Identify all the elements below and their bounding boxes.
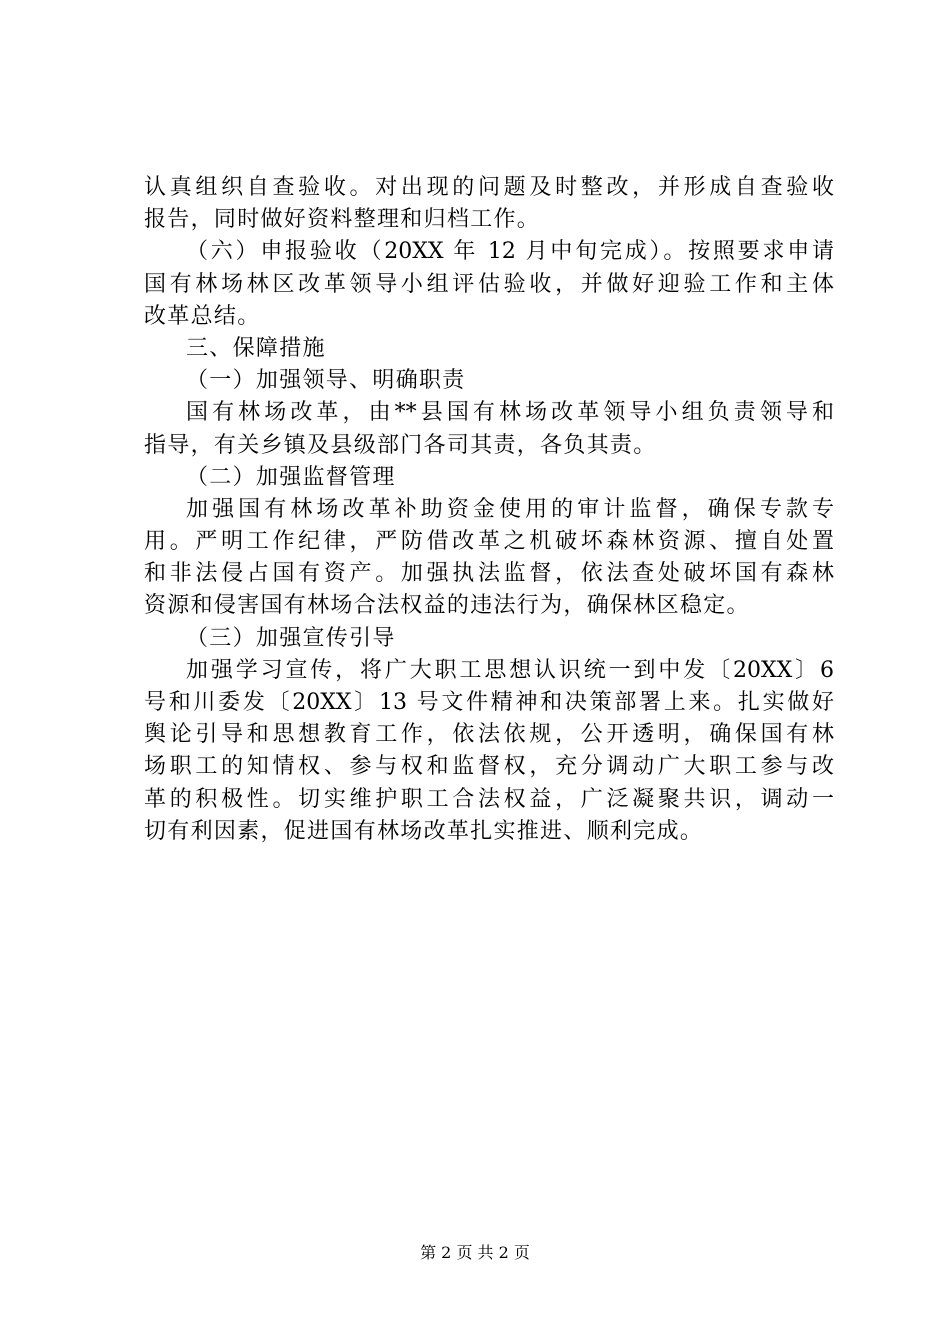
body-line: 国有林场林区改革领导小组评估验收，并做好迎验工作和主体 [144, 271, 834, 297]
body-line: 资源和侵害国有林场合法权益的违法行为，确保林区稳定。 [144, 593, 750, 619]
document-body [144, 172, 834, 848]
body-line: 和非法侵占国有资产。加强执法监督，依法查处破坏国有森林 [144, 561, 834, 587]
body-line: 场职工的知情权、参与权和监督权，充分调动广大职工参与改 [144, 754, 834, 780]
body-line: 革的积极性。切实维护职工合法权益，广泛凝聚共识，调动一 [144, 786, 834, 812]
body-line: 舆论引导和思想教育工作，依法依规，公开透明，确保国有林 [144, 722, 834, 748]
body-line: 号和川委发〔20XX〕13 号文件精神和决策部署上来。扎实做好 [144, 690, 834, 715]
subsection-heading: （一）加强领导、明确职责 [186, 368, 466, 394]
body-line: 认真组织自查验收。对出现的问题及时整改，并形成自查验收 [144, 175, 834, 200]
subsection-heading: （二）加强监督管理 [186, 464, 396, 490]
body-line: 改革总结。 [144, 303, 261, 329]
body-line: 国有林场改革，由**县国有林场改革领导小组负责领导和 [186, 400, 834, 426]
body-line: 加强国有林场改革补助资金使用的审计监督，确保专款专 [186, 496, 834, 522]
subsection-heading: （三）加强宣传引导 [186, 625, 396, 651]
body-line: 切有利因素，促进国有林场改革扎实推进、顺利完成。 [144, 818, 704, 844]
body-line: （六）申报验收（20XX 年 12 月中旬完成）。按照要求申请 [186, 239, 834, 265]
body-line: 加强学习宣传，将广大职工思想认识统一到中发〔20XX〕6 [186, 657, 834, 683]
body-line: 用。严明工作纪律，严防借改革之机破坏森林资源、擅自处置 [144, 529, 834, 555]
body-line: 指导，有关乡镇及县级部门各司其责，各负其责。 [144, 432, 657, 458]
page-number-footer: 第 2 页 共 2 页 [420, 1243, 530, 1262]
section-heading: 三、保障措施 [186, 335, 326, 361]
body-line: 报告，同时做好资料整理和归档工作。 [144, 207, 541, 233]
